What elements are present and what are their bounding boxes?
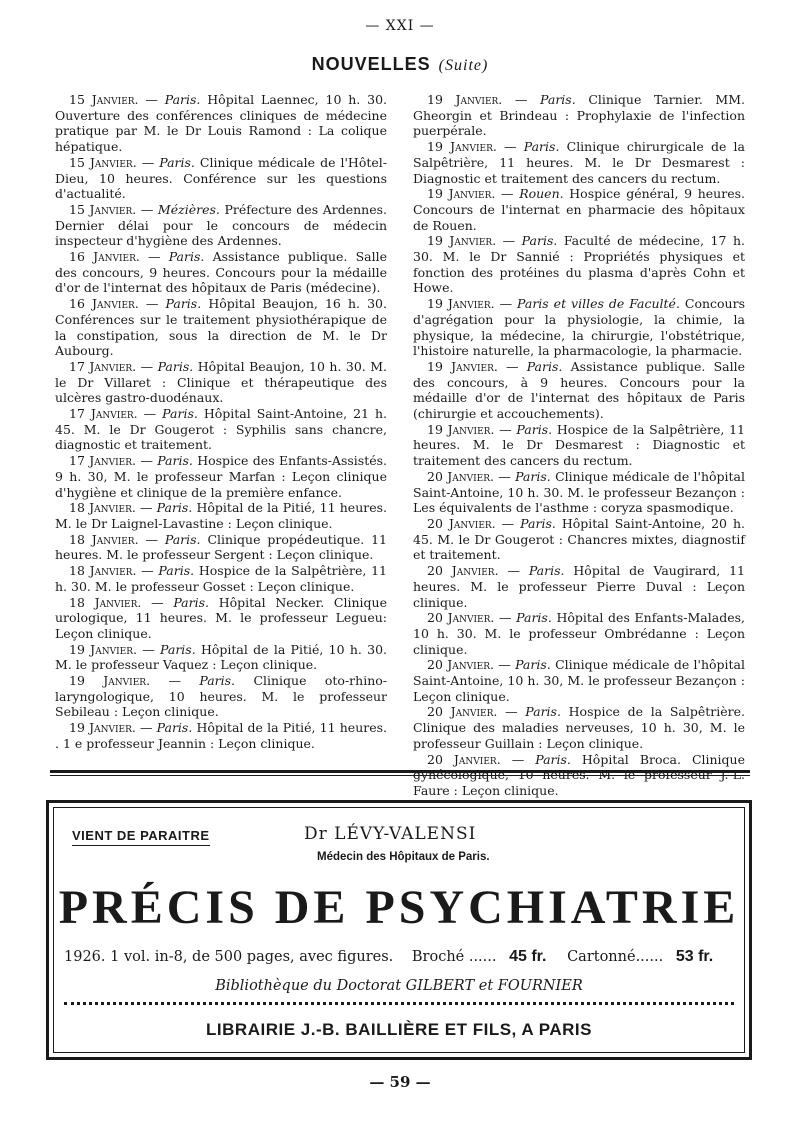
entry-date: 20 Janvier. xyxy=(427,563,499,579)
entry-city: Paris. xyxy=(540,92,576,107)
entry-date: 15 Janvier. xyxy=(69,201,137,217)
entry-date: 20 Janvier. xyxy=(427,515,496,531)
entry-city: Paris. xyxy=(528,563,565,579)
entry-city: Paris. xyxy=(164,531,201,547)
entry-date: 19 Janvier. xyxy=(69,641,137,657)
book-advertisement xyxy=(46,800,752,1060)
entry-text: Hôpital Beaujon, 16 h. 30. Conférences sur le traitement physiothérapique de la constipation, sous la direction de M. le Dr Aubourg. xyxy=(55,296,387,359)
entry-text: Clinique médicale de l'hôpital Saint-Antoine, 10 h. 30, M. le professeur Bezançon : Leçon clinique. xyxy=(413,657,745,704)
entry-text: Hôpital des Enfants-Malades, 10 h. 30. M. le professeur Ombrédanne : Leçon clinique. xyxy=(413,610,745,657)
entry-city: Paris. xyxy=(165,296,202,312)
entry-city: Paris. xyxy=(525,704,561,720)
news-columns xyxy=(55,92,746,798)
news-entry: 19 Janvier. — Paris. Faculté de médecine, 17 h. 30. M. le Dr Sannié : Propriétés physiques et fonction des protéines du plasma d'après Cohn et Howe. xyxy=(413,233,745,296)
advert-author: Dr LÉVY-VALENSI xyxy=(304,824,477,844)
news-entry: 19 Janvier. — Rouen. Hospice général, 9 heures. Concours de l'internat en pharmacie des hôpitaux de Rouen. xyxy=(413,186,745,233)
entry-text: Hôpital Laennec, 10 h. 30. Ouverture des conférences cliniques de médecine pratique par M. le Dr Louis Ramond : La colique hépatique. xyxy=(55,92,387,155)
news-entry: 20 Janvier. — Paris. Hôpital Saint-Antoine, 20 h. 45. M. le Dr Gougerot : Chancres mixtes, diagnostif et traitement. xyxy=(413,515,746,563)
entry-text: Concours d'agrégation pour la physiologie, la chimie, la physique, la médecine, la chirurgie, l'obstétrique, l'histoire naturelle, la pharmacologie, la pharmacie. xyxy=(413,296,745,359)
entry-city: Paris. xyxy=(157,358,194,374)
news-entry: 17 Janvier. — Paris. Hôpital Beaujon, 10 h. 30. M. le Dr Villaret : Clinique et thérapeutique des ulcères gastro-duodénaux. xyxy=(55,358,388,406)
news-entry: 18 Janvier. — Paris. Clinique propédeutique. 11 heures. M. le professeur Sergent : Leçon clinique. xyxy=(55,531,387,563)
entry-city: Paris. xyxy=(516,421,553,437)
entry-text: Clinique médicale de l'Hôtel-Dieu, 10 heures. Conférence sur les questions d'actualité. xyxy=(55,154,387,202)
entry-date: 18 Janvier. xyxy=(69,563,137,579)
news-entry: 19 Janvier. — Paris. Hôpital de la Pitié, 11 heures. . 1 e professeur Jeannin : Leçon clinique. xyxy=(55,720,388,751)
entry-city: Paris. xyxy=(516,610,552,626)
entry-date: 17 Janvier. xyxy=(69,358,137,374)
entry-text: Hospice de la Salpêtrière, 11 heures. M. le Dr Desmarest : Diagnostic et traitement des cancers du rectum. xyxy=(413,421,745,469)
advert-broche-label: Broché ...... xyxy=(411,949,497,965)
section-title-suite: (Suite) xyxy=(438,57,489,74)
entry-date: 16 Janvier. xyxy=(69,296,139,312)
entry-text: Hospice de la Salpêtrière, 11 h. 30. M. le professeur Gosset : Leçon clinique. xyxy=(55,563,387,594)
advert-tag: VIENT DE PARAITRE xyxy=(72,828,210,846)
page-number: — 59 — xyxy=(369,1073,431,1091)
entry-city: Paris. xyxy=(168,249,205,265)
divider-rule-thin xyxy=(50,775,750,776)
entry-date: 19 Janvier. xyxy=(427,186,496,202)
news-entry: 15 Janvier. — Mézières. Préfecture des Ardennes. Dernier délai pour le concours de médecin inspecteur d'hygiène des Ardennes. xyxy=(55,201,387,249)
advert-cartonne-label: Cartonné...... xyxy=(567,949,664,965)
news-entry: 15 Janvier. — Paris. Hôpital Laennec, 10 h. 30. Ouverture des conférences cliniques de médecine pratique par M. le Dr Louis Ramond : La colique hépatique. xyxy=(55,92,387,155)
advert-author-subtitle: Médecin des Hôpitaux de Paris. xyxy=(317,851,490,863)
entry-text: Clinique oto-rhino-laryngologique, 10 heures. M. le professeur Sebileau : Leçon clinique. xyxy=(55,673,388,720)
entry-text: Préfecture des Ardennes. Dernier délai pour le concours de médecin inspecteur d'hygiène des Ardennes. xyxy=(55,201,387,249)
entry-date: 17 Janvier. xyxy=(69,406,138,422)
news-entry: 16 Janvier. — Paris. Hôpital Beaujon, 16 h. 30. Conférences sur le traitement physiothérapique de la constipation, sous la direction de M. le Dr Aubourg. xyxy=(55,296,387,359)
entry-text: Hôpital de la Pitié, 10 h. 30. M. le professeur Vaquez : Leçon clinique. xyxy=(55,641,387,673)
entry-city: Paris. xyxy=(515,468,551,484)
news-entry: 19 Janvier. — Paris et villes de Faculté. Concours d'agrégation pour la physiologie, la chimie, la physique, la médecine, la chirurgie, l'obstétrique, l'histoire naturelle, la pharmacologie, la pharmacie. xyxy=(413,296,745,359)
entry-text: Hôpital de la Pitié, 11 heures. M. le Dr Laignel-Lavastine : Leçon clinique. xyxy=(55,500,388,531)
right-column xyxy=(413,92,746,798)
news-entry: 18 Janvier. — Paris. Hospice de la Salpêtrière, 11 h. 30. M. le professeur Gosset : Leçon clinique. xyxy=(55,563,387,594)
advertisement-inner-border xyxy=(53,807,745,1053)
entry-text: Hôpital Broca. Clinique le Faure : Leçon clinique. xyxy=(413,751,745,798)
news-entry: 20 Janvier. — Paris. Hôpital des Enfants-Malades, 10 h. 30. M. le professeur Ombrédanne : Leçon clinique. xyxy=(413,610,745,657)
entry-text: Hospice des Enfants-Assistés. 9 h. 30, M. le professeur Marfan : Leçon clinique d'hygiène et clinique de la première enfance. xyxy=(55,453,387,500)
entry-text: Assistance publique. Salle des concours, 9 heures. Concours pour la médaille d'or de l'internat des hôpitaux de Paris (médecine). xyxy=(55,249,387,296)
entry-date: 15 Janvier. xyxy=(69,92,139,107)
entry-text: Hôpital Saint-Antoine, 20 h. 45. M. le Dr Gougerot : Chancres mixtes, diagnostif et traitement. xyxy=(413,515,746,563)
entry-text: Faculté de médecine, 17 h. 30. M. le Dr Sannié : Propriétés physiques et fonction des protéines du plasma d'après Cohn et Howe. xyxy=(413,233,745,296)
entry-text: Clinique propédeutique. 11 heures. M. le professeur Sergent : Leçon clinique. xyxy=(55,531,387,563)
entry-date: 20 Janvier. xyxy=(427,468,494,484)
advert-dotted-rule xyxy=(64,1002,734,1005)
news-entry: 20 Janvier. — Paris. Clinique médicale de l'hôpital Saint-Antoine, 10 h. 30. M. le professeur Bezançon : Les équivalents de l'asthme : coryza spasmodique. xyxy=(413,468,745,516)
entry-date: 20 Janvier. xyxy=(427,704,498,720)
news-entry: 18 Janvier. — Paris. Hôpital Necker. Clinique urologique, 11 heures. M. le professeur Legueu: Leçon clinique. xyxy=(55,594,387,641)
entry-date: 17 Janvier. xyxy=(69,453,137,469)
entry-date: 19 Janvier. xyxy=(427,92,503,107)
entry-city: Paris. xyxy=(535,751,571,767)
entry-date: 20 Janvier. xyxy=(427,610,495,626)
entry-date: 18 Janvier. xyxy=(69,594,142,610)
news-entry: 19 Janvier. — Paris. Hospice de la Salpêtrière, 11 heures. M. le Dr Desmarest : Diagnostic et traitement des cancers du rectum. xyxy=(413,421,745,469)
news-entry: 20 Janvier. — Paris. Clinique médicale de l'hôpital Saint-Antoine, 10 h. 30, M. le professeur Bezançon : Leçon clinique. xyxy=(413,657,745,704)
entry-date: 19 Janvier. xyxy=(69,673,151,689)
entry-city: Paris. xyxy=(156,500,193,516)
news-entry: 15 Janvier. — Paris. Clinique médicale de l'Hôtel-Dieu, 10 heures. Conférence sur les questions d'actualité. xyxy=(55,154,387,202)
entry-city: Paris. xyxy=(157,453,193,469)
news-entry: 19 Janvier. — Paris. Hôpital de la Pitié, 10 h. 30. M. le professeur Vaquez : Leçon clinique. xyxy=(55,641,387,673)
entry-text: Assistance publique. Salle des concours, à 9 heures. Concours pour la médaille d'or de l'internat des hôpitaux de Paris (chirurgie et accouchements). xyxy=(413,358,745,422)
entry-city: Paris. xyxy=(515,657,551,673)
section-title: NOUVELLES xyxy=(311,54,431,74)
entry-city: Paris et villes de Faculté. xyxy=(517,296,680,312)
news-entry: 18 Janvier. — Paris. Hôpital de la Pitié, 11 heures. M. le Dr Laignel-Lavastine : Leçon clinique. xyxy=(55,500,388,531)
news-entry: 20 Janvier. — Paris. Hôpital de Vaugirard, 11 heures. M. le professeur Pierre Duval : Leçon clinique. xyxy=(413,563,746,610)
news-entry: 20 Janvier. — Paris. Hôpital Broca. Clinique le Faure : Leçon clinique. xyxy=(413,751,745,798)
entry-text: Hôpital Necker. Clinique urologique, 11 heures. M. le professeur Legueu: Leçon clinique. xyxy=(55,594,387,641)
entry-date: 19 Janvier. xyxy=(427,358,498,374)
advert-cartonne-price: 53 fr. xyxy=(675,948,714,965)
entry-date: 19 Janvier. xyxy=(427,421,495,437)
left-column xyxy=(55,92,387,757)
entry-city: Paris. xyxy=(199,673,236,689)
entry-text: Clinique Tarnier. MM. Gheorgin et Brindeau : Prophylaxie de l'infection puerpérale. xyxy=(413,92,745,139)
divider-rule-thick xyxy=(50,770,750,773)
entry-date: 20 Janvier. xyxy=(427,657,494,673)
entry-city: Paris. xyxy=(159,154,195,170)
entry-city: Paris. xyxy=(520,515,556,531)
news-entry: 17 Janvier. — Paris. Hôpital Saint-Antoine, 21 h. 45. M. le Dr Gougerot : Syphilis sans chancre, diagnostic et traitement. xyxy=(55,406,388,453)
entry-city: Paris. xyxy=(156,720,193,736)
news-entry: 19 Janvier. — Paris. Clinique oto-rhino-laryngologique, 10 heures. M. le professeur Sebileau : Leçon clinique. xyxy=(55,673,388,720)
news-entry: 20 Janvier. — Paris. Hospice de la Salpêtrière. Clinique des maladies nerveuses, 10 h. 30, M. le professeur Guillain : Leçon clinique. xyxy=(413,704,745,751)
entry-city: Paris. xyxy=(521,233,558,249)
entry-city: Paris. xyxy=(160,641,196,657)
entry-city: Paris. xyxy=(164,92,201,107)
entry-city: Paris. xyxy=(173,594,209,610)
advert-publication-row xyxy=(64,948,732,966)
entry-text: Hospice général, 9 heures. Concours de l'internat en pharmacie des hôpitaux de Rouen. xyxy=(413,186,745,233)
entry-date: 19 Janvier. xyxy=(427,233,497,249)
entry-text: Clinique chirurgicale de la Salpêtrière, 11 heures. M. le Dr Desmarest : Diagnostic et traitement des cancers du rectum. xyxy=(413,139,746,186)
news-entry: 19 Janvier. — Paris. Clinique Tarnier. MM. Gheorgin et Brindeau : Prophylaxie de l'infection puerpérale. xyxy=(413,92,745,139)
entry-date: 19 Janvier. xyxy=(427,139,497,155)
news-entry: 19 Janvier. — Paris. Assistance publique. Salle des concours, à 9 heures. Concours pour la médaille d'or de l'internat des hôpitaux de Paris (chirurgie et accouchements). xyxy=(413,358,745,422)
entry-city: Paris. xyxy=(162,406,198,422)
entry-date: 19 Janvier. xyxy=(69,720,136,736)
roman-page-number: — XXI — xyxy=(365,18,435,34)
advert-collection: Bibliothèque du Doctorat GILBERT et FOURNIER xyxy=(215,978,583,994)
entry-city: Mézières. xyxy=(157,201,220,217)
entry-date: 18 Janvier. xyxy=(69,531,139,547)
news-entry: 17 Janvier. — Paris. Hospice des Enfants-Assistés. 9 h. 30, M. le professeur Marfan : Leçon clinique d'hygiène et clinique de la première enfance. xyxy=(55,453,387,500)
entry-text: Hôpital Beaujon, 10 h. 30. M. le Dr Villaret : Clinique et thérapeutique des ulcères gastro-duodénaux. xyxy=(55,358,388,406)
entry-city: Rouen. xyxy=(519,186,564,202)
entry-date: 18 Janvier. xyxy=(69,500,136,516)
advert-broche-price: 45 fr. xyxy=(509,948,547,965)
entry-city: Paris. xyxy=(523,139,560,155)
advert-pub-info: 1926. 1 vol. in-8, de 500 pages, avec figures. xyxy=(64,949,394,965)
entry-date: 20 Janvier. xyxy=(427,751,501,767)
entry-date: 15 Janvier. xyxy=(69,154,137,170)
advert-publisher: LIBRAIRIE J.-B. BAILLIÈRE ET FILS, A PARIS xyxy=(206,1020,592,1039)
entry-text: Hôpital de Vaugirard, 11 heures. M. le professeur Pierre Duval : Leçon clinique. xyxy=(413,563,746,610)
entry-text: Hôpital Saint-Antoine, 21 h. 45. M. le Dr Gougerot : Syphilis sans chancre, diagnostic et traitement. xyxy=(55,406,388,453)
entry-date: 19 Janvier. xyxy=(427,296,495,312)
entry-city: Paris. xyxy=(158,563,195,579)
news-entry: 16 Janvier. — Paris. Assistance publique. Salle des concours, 9 heures. Concours pour la médaille d'or de l'internat des hôpitaux de Paris (médecine). xyxy=(55,249,387,296)
entry-city: Paris. xyxy=(526,358,563,374)
news-entry: 19 Janvier. — Paris. Clinique chirurgicale de la Salpêtrière, 11 heures. M. le Dr Desmarest : Diagnostic et traitement des cancers du rectum. xyxy=(413,139,746,186)
entry-date: 16 Janvier. xyxy=(69,249,140,265)
entry-text: Clinique médicale de l'hôpital Saint-Antoine, 10 h. 30. M. le professeur Bezançon : Les équivalents de l'asthme : coryza spasmodique. xyxy=(413,468,745,516)
advert-book-title: PRÉCIS DE PSYCHIATRIE xyxy=(58,881,740,934)
entry-text: Hôpital de la Pitié, 11 heures. . 1 e professeur Jeannin : Leçon clinique. xyxy=(55,720,388,751)
section-heading xyxy=(0,54,800,75)
entry-text: Hospice de la Salpêtrière. Clinique des maladies nerveuses, 10 h. 30, M. le professeur Guillain : Leçon clinique. xyxy=(413,704,745,751)
